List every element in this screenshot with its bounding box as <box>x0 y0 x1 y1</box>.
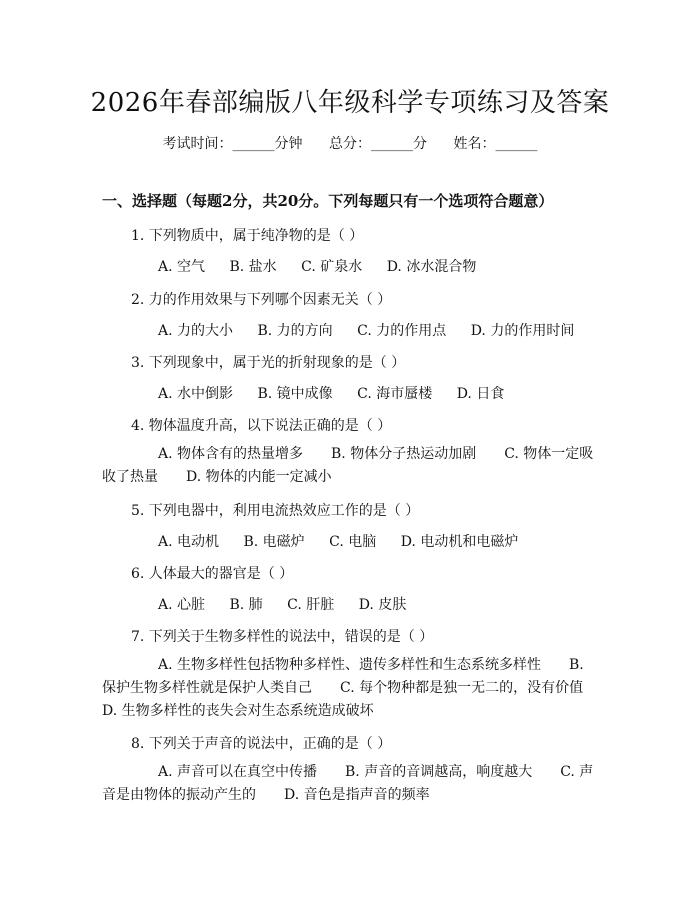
page-title: 2026年春部编版八年级科学专项练习及答案 <box>90 88 610 118</box>
option-b: B. 力的方向 <box>257 323 333 339</box>
exam-time-field: 考试时间：______分钟 <box>162 136 303 152</box>
option-b: B. 电磁炉 <box>243 534 305 550</box>
option-a: A. 水中倒影 <box>158 386 234 402</box>
question-2-options <box>158 320 594 340</box>
option-a: A. 心脏 <box>158 597 206 613</box>
option-b: B. 镜中成像 <box>257 386 333 402</box>
option-c: C. 矿泉水 <box>301 259 363 275</box>
question-4: 4. 物体温度升高，以下说法正确的是（ ） <box>131 418 392 434</box>
option-c: C. 肝脏 <box>287 597 335 613</box>
question-8: 8. 下列关于声音的说法中，正确的是（ ） <box>131 736 392 752</box>
option-c: C. 电脑 <box>329 534 377 550</box>
option-c: C. 力的作用点 <box>357 323 447 339</box>
option-b: B. 肺 <box>229 597 263 613</box>
question-1: 1. 下列物质中，属于纯净物的是（ ） <box>131 228 364 244</box>
option-b: B. 盐水 <box>229 259 277 275</box>
question-2: 2. 力的作用效果与下列哪个因素无关（ ） <box>131 292 392 308</box>
question-6: 6. 人体最大的器官是（ ） <box>131 566 294 582</box>
question-7-options: A. 生物多样性包括物种多样性、遗传多样性和生态系统多样性 B. 保护生物多样性就是保护人类自己 C. 每个物种都是独一无二的，没有价值 D. 生物多样性的丧失会对生态系统造成破坏 <box>102 657 612 719</box>
question-5-options <box>158 531 538 551</box>
option-d: D. 冰水混合物 <box>386 259 477 275</box>
question-3: 3. 下列现象中，属于光的折射现象的是（ ） <box>131 355 406 371</box>
question-4-options: A. 物体含有的热量增多 B. 物体分子热运动加剧 C. 物体一定吸收了热量 D. 物体的内能一定减小 <box>102 446 594 485</box>
option-c: C. 海市蜃楼 <box>357 386 433 402</box>
option-a: A. 空气 <box>158 259 206 275</box>
option-d: D. 皮肤 <box>358 597 407 613</box>
option-a: A. 力的大小 <box>158 323 234 339</box>
question-1-options <box>158 256 496 276</box>
name-field: 姓名：______ <box>453 136 538 152</box>
question-8-options: A. 声音可以在真空中传播 B. 声音的音调越高，响度越大 C. 声音是由物体的振动产生的 D. 音色是指声音的频率 <box>102 764 594 803</box>
option-a: A. 电动机 <box>158 534 220 550</box>
total-score-field: 总分：______分 <box>329 136 427 152</box>
option-d: D. 电动机和电磁炉 <box>400 534 519 550</box>
question-5: 5. 下列电器中，利用电流热效应工作的是（ ） <box>131 503 420 519</box>
exam-meta <box>0 133 700 153</box>
section-heading: 一、选择题（每题2分，共20分。下列每题只有一个选项符合题意） <box>102 192 554 210</box>
question-7: 7. 下列关于生物多样性的说法中，错误的是（ ） <box>131 629 434 645</box>
option-d: D. 日食 <box>456 386 505 402</box>
option-d: D. 力的作用时间 <box>470 323 575 339</box>
question-6-options <box>158 594 426 614</box>
question-3-options <box>158 383 524 403</box>
